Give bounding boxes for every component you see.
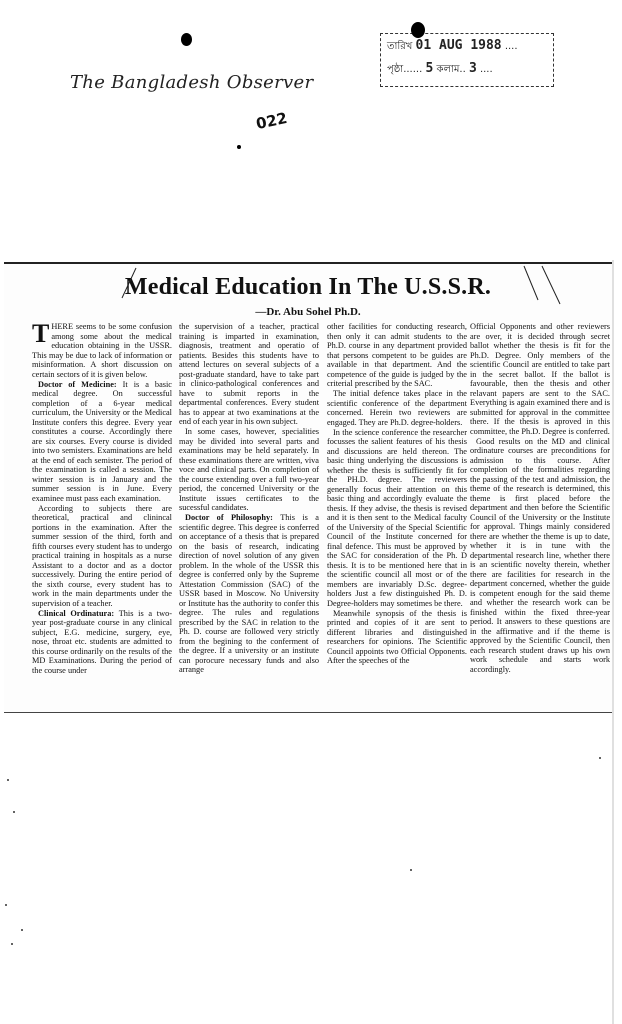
- stamp-date-label: তারিখ: [387, 41, 413, 52]
- article-column-2: [179, 322, 319, 708]
- article-column-3: [327, 322, 467, 708]
- speckle: [410, 869, 412, 871]
- article-headline: Medical Education In The U.S.S.R.: [124, 274, 492, 300]
- article-paragraph: Meanwhile synopsis of the thesis is printed and copies of it are sent to different libraries and distinguished researchers for opinions. The Scientific Council appoints two Official Opponents. After the speeches of the: [327, 608, 467, 665]
- speckle: [5, 904, 7, 906]
- stamp-column-label: কলাম: [436, 64, 460, 75]
- punch-hole-left: [181, 33, 192, 46]
- drop-cap: T: [32, 322, 50, 348]
- scan-scratch-marks: [4, 264, 612, 324]
- article-paragraph: According to subjects there are theoretical, practical and clinincal portions in the examination. After the summer session of the third, forth and fifth courses every student has to undergo practical training in hospitals as a nurse Assistant to a doctor and as a doctor successively. During the entire period of the sixth course, every student has to work in the main departments under the supervision of a teacher.: [32, 503, 172, 608]
- speckle: [7, 779, 9, 781]
- stamp-page-label: পৃষ্ঠা: [387, 64, 404, 75]
- stamp-column-value: 3: [468, 61, 477, 76]
- stamp-date-row: [387, 38, 547, 58]
- section-heading: Clinical Ordinatura:: [38, 608, 115, 618]
- article-paragraph: Doctor of Medicine: It is a basic medical degree. On successful completion of a 6-year medical curriculum, the University or the Medical Institute confers this degree. Every year constitutes a course. Accordingly there are six courses. Every course is divided into two semisters. Examinations are held at the end of each semister. The period of the examination is called a session. The winter session is in January and the summer session is in June. Every examinee must pass each examination.: [32, 379, 172, 503]
- section-heading: Doctor of Medicine:: [38, 379, 117, 389]
- article-paragraph: THERE seems to be some confusion among some about the medical education obtaining in the USSR. This may be due to lack of information or misinformation. A short discussion on certain sectors of it is given below.: [32, 322, 172, 379]
- newspaper-masthead: The Bangladesh Observer: [70, 72, 314, 93]
- article-paragraph: Good results on the MD and clinical ordinature courses are preconditions for admission to this course. After completion of the formalities regarding the passing of the test and admission, the theme of the research is determined, this theme is first placed before the department and then before the Scientific Council of the University or the Institute for approval. Things mainly considered there are whether the theme is up to date, whether it is in tune with the departmental research line, whether there is an scientific novelty therein, whether there are facilities for research in the department concerned, whether the guide is competent enough for the said theme and whether the research work can be finished within the fixed three-year period. It answers to these questions are in the affirmative and if the theme is approved by the Scientific Council, then each research student draws up his own work schedule and starts work accordingly.: [470, 436, 610, 674]
- scratch-line: [122, 268, 136, 298]
- article-paragraph: Clinical Ordinatura: This is a two-year post-graduate course in any clinical subject, E.G. medicine, surgery, eye, nose, throat etc. students are admitted to this course ordinarily on the results of the MD Examinations. During the period of the course under: [32, 608, 172, 675]
- article-paragraph: In some cases, however, specialities may be divided into several parts and examinations may be held separately. In these examinations there are written, viva voce and clinical parts. On completion of the course extending over a full two-year period, the concerned University or the Institute issues certificates to the sucessful candidates.: [179, 427, 319, 512]
- stamp-page-value: 5: [425, 61, 434, 76]
- newspaper-clipping: [4, 262, 612, 713]
- scratch-line: [542, 266, 560, 304]
- page-code-handwritten: 022: [254, 108, 289, 134]
- article-paragraph: Official Opponents and other reviewers are over, it is decided through secret ballot whether the thesis is fit for the Ph.D. Degree. Only members of the scientific Council are entitled to take part in the secret ballot. If the ballot is favourable, then the thesis and other relavant papers are sent to the SAC. Everything is again examined there and is submitted for approval in the committee there. If the thesis is aproved in this committee, the Ph.D. Degree is conferred.: [470, 322, 610, 436]
- speckle: [21, 929, 23, 931]
- speckle: [11, 943, 13, 945]
- speckle: [599, 757, 601, 759]
- article-column-4: [470, 322, 610, 708]
- scratch-line: [524, 266, 538, 300]
- stamp-date-value: 01 AUG 1988: [415, 38, 502, 53]
- date-stamp: [380, 33, 554, 87]
- article-paragraph: Doctor of Philosophy: This is a scientific degree. This degree is conferred on acceptance of a thesis that is prepared on the basis of research, indicating direction of novel solution of any given problem. In the whole of the USSR this degree is conferred only by the Supreme Attestation Commission (SAC) of the USSR based in Moscow. No University or Institute has the authority to confer this degree. The rules and regulations prescribed by the SAC in relation to the Ph. D. course are followed very strictly from the begining to the conferment of the degree. If a university or an institute can porocure necessary funds and also arrange: [179, 513, 319, 674]
- article-paragraph: other facilities for conducting research, then only it can admit students to the Ph.D. course in any department provided that persons competent to be guides are available in that department. And the competence of the guide is judged by the criterial prescribed by the SAC.: [327, 322, 467, 388]
- article-column-1: [32, 322, 172, 708]
- article-paragraph: In the science conference the researcher focusses the salient features of his thesis and discussions are held thereon. The basic thing underlying the discussions is whether the thesis is sufficiently fit for the PH.D. degree. The reviewers generally focus their attention on this basic thing and accordingly evaluate the thesis. If they advise, the thesis is revised and it is then sent to the Medical faculty of the University of the Special Scientific Council of the Institute concerned for final defence. This must be approved by the SAC for consideration of the Ph. D thesis. It is to be mentioned here that in the scientific council all most or of the members are invariably D.Sc. degree-holders Just a few distinguished Ph. D. Degree-holders may sometimes be there.: [327, 427, 467, 608]
- article-paragraph: the supervision of a teacher, practical training is imparted in examination, diagnosis, treatment and operatio of patients. Besides this students have to attend lectures on several subjects of a post-graduate standard, have to take part in clinico-pathological conferences and have to submit reports in the departmental conferences. Every student has to appear at two examinations at the end of each year in his own subject.: [179, 322, 319, 426]
- article-paragraph: The initial defence takes place in the scientific conference of the department concerned. Herein two reviewers are engaged. They are Ph.D. degree-holders.: [327, 389, 467, 427]
- stamp-dots: ....: [504, 41, 518, 52]
- punch-hole-right: [411, 22, 425, 38]
- stamp-page-row: পৃষ্ঠা...... 5 কলাম.. 3 ....: [387, 61, 493, 76]
- speckle: [13, 811, 15, 813]
- section-heading: Doctor of Philosophy:: [185, 513, 273, 522]
- ink-dot: [237, 145, 241, 149]
- article-byline: —Dr. Abu Sohel Ph.D.: [255, 306, 361, 318]
